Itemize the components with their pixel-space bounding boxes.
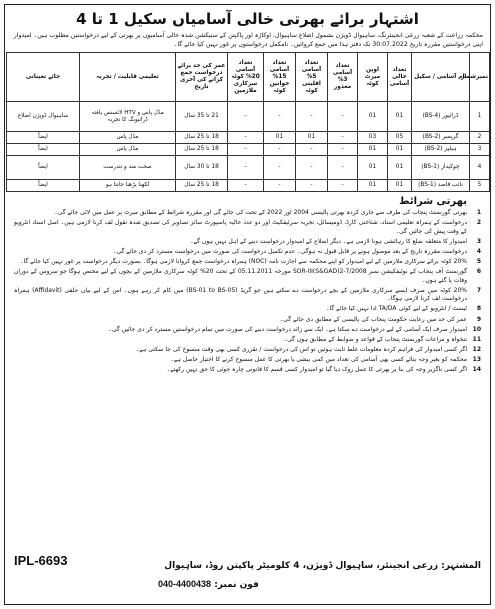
table-cell: - xyxy=(228,180,264,192)
condition-item xyxy=(14,316,481,325)
condition-text: ٹیسٹ / انٹرویو کے لیے کوئی TA/DA ادا نہیں کیا جائے گا۔ xyxy=(326,305,467,313)
condition-text: 20% کوٹہ میں صرف ایسے سرکاری ملازمین کے بچے درخواست دے سکتے ہیں جو گریڈ (BS-01 to BS-05) میں کام کر رہے ہوں۔ اس کے لیے بیان حلفی (Affidavit) ہمراہ درخواست لف کرنا لازمی ہوگا۔ xyxy=(14,286,467,303)
condition-text: درخواست مقررہ تاریخ کے بعد موصول ہونے پر قابل قبول نہ ہوگی۔ عدم تکمیل درخواست کی صورت میں درخواست مسترد کر دی جائے گی۔ xyxy=(112,247,467,255)
col-header: اوپن میرٹ کوٹہ xyxy=(358,53,388,102)
table-cell: 01 xyxy=(388,156,412,180)
col-header: نمبرشمار xyxy=(470,53,490,102)
table-cell: چوکیدار (BS-1) xyxy=(412,156,470,180)
table-cell: - xyxy=(328,132,358,144)
table-cell: 3 xyxy=(470,144,490,156)
condition-item xyxy=(14,258,481,267)
conditions-title: بھرتی شرائط xyxy=(399,196,467,207)
condition-text: درخواست کے ہمراہ تعلیمی اسناد، شناختی کارڈ، ڈومیسائل، تجربہ سرٹیفکیٹ اور دو عدد حالیہ پاسپورٹ سائز تصاویر کی تصدیق شدہ نقول لف کرنا لازمی ہیں۔ اصل اسناد انٹرویو کے وقت پیش کی جائیں گی۔ xyxy=(14,219,467,235)
condition-text: امیدوار کا متعلقہ ضلع کا رہائشی ہونا لازمی ہے۔ دیگر اضلاع کے امیدوار درخواست دینے کے اہل نہیں ہوں گے۔ xyxy=(190,237,467,245)
condition-text: بھرتی گورنمنٹ پنجاب کی طرف سے جاری کردہ بھرتی پالیسی 2004 اور 2022 کے تحت کی جائے گی اور مقررہ شرائط کے مطابق میرٹ پر عمل میں لائی جائے گی۔ xyxy=(54,209,467,216)
table-cell: 1 xyxy=(470,102,490,132)
ad-title: اشتہار برائے بھرتی خالی آسامیاں سکیل 1 تا 4 xyxy=(76,10,419,28)
col-header: تعداد خالی آسامی xyxy=(388,53,412,102)
col-header: تعداد آسامی 5% اقلیتی کوٹہ xyxy=(296,53,328,102)
table-cell: - xyxy=(228,144,264,156)
table-cell: - xyxy=(296,180,328,192)
table-row xyxy=(7,180,490,192)
table-row xyxy=(7,102,490,132)
condition-text: اگر کسی ناگزیر وجہ کی بنا پر بھرتی کا عمل روک دیا گیا تو امیدوار کسی قسم کا قانونی چارہ جوئی کا حق نہیں رکھتے۔ xyxy=(166,366,467,373)
table-header-row xyxy=(7,53,490,102)
table-cell: - xyxy=(296,144,328,156)
table-cell: 18 تا 30 سال xyxy=(176,156,228,180)
table-cell: 18 تا 25 سال xyxy=(176,180,228,192)
condition-item xyxy=(14,356,481,365)
table-cell: 01 xyxy=(388,144,412,156)
condition-item xyxy=(14,287,481,304)
condition-item xyxy=(14,219,481,236)
ad-intro: محکمہ زراعت کے شعبہ زرعی انجینئرنگ، ساہیوال ڈویژن بشمول اضلاع ساہیوال، اوکاڑہ اور پاکپتن کے سنیکشن شدہ خالی آسامیوں پر بھرتی کے لیے درخواستیں مطلوب ہیں۔ امیدوار اپنی درخواستیں مقررہ تاریخ 30.07.2022 تک دفتر ہذا میں جمع کروائیں۔ نامکمل درخواستوں پر غور نہیں کیا جائے گا۔ xyxy=(13,32,483,48)
table-cell: مڈل پاس xyxy=(80,144,176,156)
condition-text: اگر کسی امیدوار کی فراہم کردہ معلومات غلط ثابت ہوئیں تو اس کی درخواست / تقرری کسی بھی وقت منسوخ کی جا سکتی ہے۔ xyxy=(135,345,467,353)
table-cell: لکھنا پڑھنا جانتا ہو xyxy=(80,180,176,192)
condition-text: محکمہ کو بغیر وجہ بتائے کسی بھی آسامی کی تعداد میں کمی بیشی یا بھرتی کا عمل منسوخ کرنے کا اختیار حاصل ہے۔ xyxy=(170,355,467,363)
condition-text: امیدوار صرف ایک آسامی کے لیے درخواست دے سکتا ہے۔ ایک سے زائد درخواست دینے کی صورت میں تمام درخواستیں مسترد کر دی جائیں گی۔ xyxy=(108,325,467,333)
condition-item xyxy=(14,366,481,375)
advertiser-address: المشتہر: زرعی انجینئر، ساہیوال ڈویژن، 4 کلومیٹر پاکپتن روڈ، ساہیوال xyxy=(164,561,481,571)
col-header: تعداد آسامی 3% معذور xyxy=(328,53,358,102)
condition-text: گورنمنٹ آف پنجاب کے نوٹیفکیشن نمبر SOR-III(S&GAD)2-7/2008 مورخہ 05.11.2011 کے تحت 20% کوٹہ سرکاری ملازمین کے بچوں کے لیے مختص ہوگا جو سروس کے دوران وفات پا گئے ہوں۔ xyxy=(14,268,468,284)
col-header: تعداد آسامی 15% خواتین کوٹہ xyxy=(264,53,296,102)
col-header: عمر کی حد برائے درخواست جمع کرانے کی آخری تاریخ xyxy=(176,53,228,102)
condition-text: عمر کی حد میں رعایت حکومت پنجاب کی پالیسی کے مطابق دی جائے گی۔ xyxy=(279,315,467,323)
table-cell: 01 xyxy=(296,132,328,144)
condition-item xyxy=(14,305,481,314)
condition-number: 6 xyxy=(476,268,481,276)
condition-text: تنخواہ و مراعات گورنمنٹ پنجاب کے قواعد و ضوابط کے مطابق ہوں گی۔ xyxy=(283,335,467,343)
table-cell: 03 xyxy=(358,132,388,144)
table-cell: ایضاً xyxy=(7,132,80,144)
condition-text: 20% کوٹہ برائے سرکاری ملازمین کے لیے امیدوار کو اپنے محکمہ سے اجازت نامہ (NOC) ہمراہ درخواست جمع کروانا لازمی ہوگا۔ بصورت دیگر درخواست پر غور نہیں کیا جائے گا۔ xyxy=(20,257,467,265)
table-cell: گریسر (BS-2) xyxy=(412,132,470,144)
col-header: جائے تعیناتی xyxy=(7,53,80,102)
col-header: تعلیمی قابلیت / تجربہ xyxy=(80,53,176,102)
table-cell: 18 تا 25 سال xyxy=(176,132,228,144)
condition-item xyxy=(14,346,481,355)
table-cell: - xyxy=(228,156,264,180)
condition-item xyxy=(14,326,481,335)
table-row xyxy=(7,132,490,144)
condition-number: 11 xyxy=(472,335,481,343)
table-cell: - xyxy=(228,102,264,132)
table-cell: - xyxy=(228,132,264,144)
condition-number: 1 xyxy=(476,209,481,216)
table-cell: 01 xyxy=(264,132,296,144)
table-cell: - xyxy=(328,156,358,180)
vacancy-table xyxy=(6,52,490,192)
table-cell: 01 xyxy=(358,156,388,180)
ad-footer xyxy=(8,553,487,599)
table-cell: 18 تا 25 سال xyxy=(176,144,228,156)
condition-number: 13 xyxy=(472,355,481,363)
condition-number: 8 xyxy=(476,305,481,313)
condition-number: 3 xyxy=(476,237,481,245)
table-row xyxy=(7,144,490,156)
phone-line xyxy=(158,579,259,590)
table-cell: ڈرائیور (BS-4) xyxy=(412,102,470,132)
condition-item xyxy=(14,248,481,257)
table-cell: - xyxy=(328,180,358,192)
table-cell: - xyxy=(264,144,296,156)
table-cell: ایضاً xyxy=(7,156,80,180)
table-cell: مڈل پاس و HTV لائسنس یافتہ ڈرائیونگ کا تجربہ xyxy=(80,102,176,132)
table-cell: ایضاً xyxy=(7,144,80,156)
condition-number: 2 xyxy=(476,219,481,227)
phone-number: 040-4400438 xyxy=(158,579,212,589)
table-cell: 01 xyxy=(358,102,388,132)
condition-number: 7 xyxy=(476,286,481,294)
col-header: نام آسامی / سکیل xyxy=(412,53,470,102)
condition-item xyxy=(14,209,481,218)
condition-number: 12 xyxy=(472,345,481,353)
table-cell: - xyxy=(264,180,296,192)
table-cell: ساہیوال ڈویژن اضلاع xyxy=(7,102,80,132)
condition-number: 4 xyxy=(476,247,481,255)
condition-number: 9 xyxy=(476,315,481,323)
table-cell: - xyxy=(328,144,358,156)
table-cell: 05 xyxy=(388,132,412,144)
table-cell: مڈل پاس xyxy=(80,132,176,144)
condition-item xyxy=(14,238,481,247)
condition-item xyxy=(14,268,481,285)
table-cell: ایضاً xyxy=(7,180,80,192)
table-cell: - xyxy=(328,102,358,132)
table-cell: 5 xyxy=(470,180,490,192)
table-cell: - xyxy=(296,102,328,132)
table-cell: 21 تا 35 سال xyxy=(176,102,228,132)
table-cell: 2 xyxy=(470,132,490,144)
ad-code: IPL-6693 xyxy=(14,553,68,568)
condition-number: 14 xyxy=(472,366,481,373)
table-cell: 01 xyxy=(358,180,388,192)
table-cell: ہیلپر (BS-2) xyxy=(412,144,470,156)
table-cell: - xyxy=(264,102,296,132)
table-cell: 01 xyxy=(388,180,412,192)
table-cell: - xyxy=(264,156,296,180)
table-cell: 4 xyxy=(470,156,490,180)
conditions-list xyxy=(14,209,481,375)
table-row xyxy=(7,156,490,180)
table-cell: نائب قاصد (BS-1) xyxy=(412,180,470,192)
table-cell: صحت مند و تندرست xyxy=(80,156,176,180)
col-header: تعداد آسامی 20% کوٹہ سرکاری ملازمین xyxy=(228,53,264,102)
phone-label: فون نمبر: xyxy=(214,580,259,590)
table-cell: - xyxy=(296,156,328,180)
table-cell: 01 xyxy=(388,102,412,132)
table-cell: 01 xyxy=(358,144,388,156)
condition-number: 10 xyxy=(472,325,481,333)
condition-number: 5 xyxy=(476,257,481,265)
condition-item xyxy=(14,336,481,345)
